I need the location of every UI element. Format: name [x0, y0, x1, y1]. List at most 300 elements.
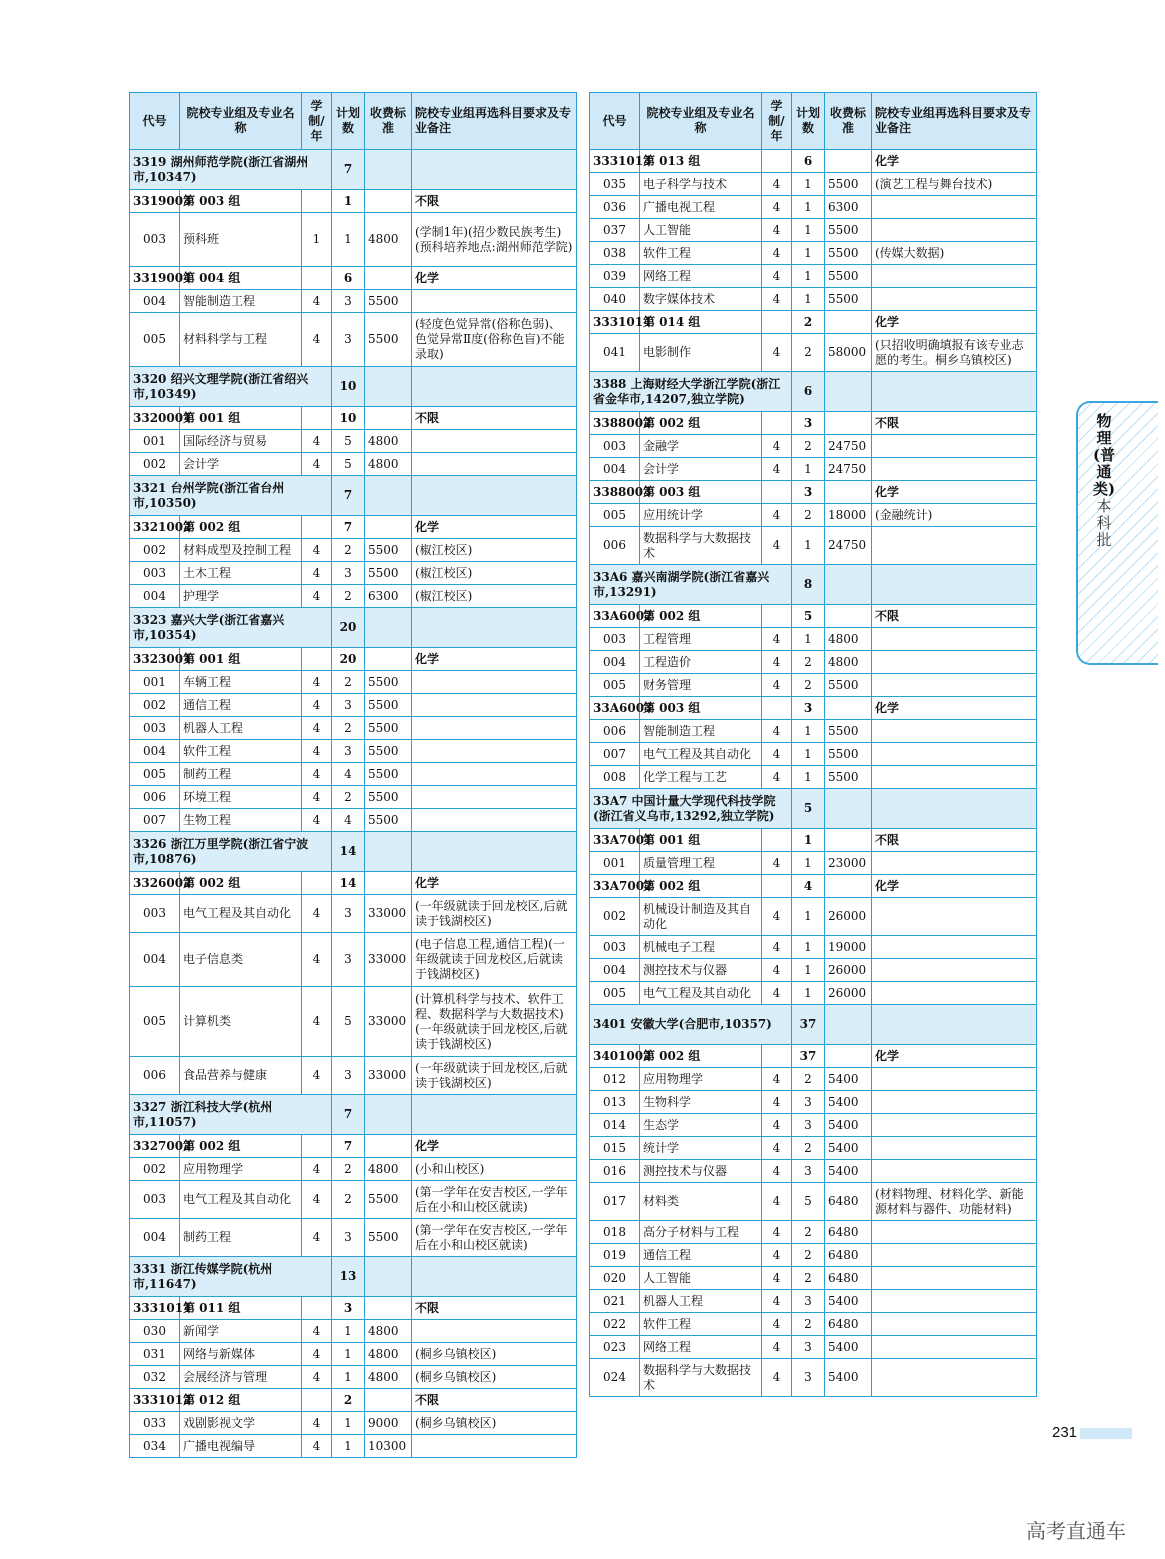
major-fee: 33000 — [365, 1057, 412, 1095]
major-plan: 3 — [332, 313, 365, 367]
group-remark: 不限 — [412, 190, 577, 213]
major-fee: 23000 — [825, 852, 872, 875]
group-code: 3331012 — [130, 1389, 180, 1412]
major-fee: 5400 — [825, 1114, 872, 1137]
group-plan: 3 — [792, 412, 825, 435]
major-row — [130, 1320, 577, 1343]
major-years: 4 — [762, 1290, 792, 1313]
major-name: 工程造价 — [640, 651, 762, 674]
major-code: 016 — [590, 1160, 640, 1183]
major-remark: (桐乡乌镇校区) — [412, 1343, 577, 1366]
major-code: 012 — [590, 1068, 640, 1091]
major-remark — [872, 1267, 1037, 1290]
major-fee: 5500 — [365, 809, 412, 832]
major-plan: 1 — [792, 527, 825, 565]
major-years: 4 — [762, 1313, 792, 1336]
header-name: 院校专业组及专业名称 — [640, 93, 762, 150]
major-name: 机械设计制造及其自动化 — [640, 898, 762, 936]
major-name: 测控技术与仪器 — [640, 959, 762, 982]
major-plan: 2 — [332, 671, 365, 694]
group-plan: 14 — [332, 872, 365, 895]
major-code: 003 — [590, 435, 640, 458]
major-plan: 1 — [792, 743, 825, 766]
major-remark — [412, 671, 577, 694]
major-row — [130, 1057, 577, 1095]
major-code: 013 — [590, 1091, 640, 1114]
group-plan: 2 — [332, 1389, 365, 1412]
major-fee: 6480 — [825, 1244, 872, 1267]
fee-cell — [825, 1005, 872, 1045]
major-row — [590, 959, 1037, 982]
major-years: 4 — [302, 313, 332, 367]
major-remark — [872, 219, 1037, 242]
major-plan: 5 — [332, 987, 365, 1057]
major-plan: 5 — [332, 453, 365, 476]
major-code: 036 — [590, 196, 640, 219]
major-years: 4 — [302, 1057, 332, 1095]
major-remark — [872, 766, 1037, 789]
major-row — [590, 265, 1037, 288]
group-row — [590, 875, 1037, 898]
fee-cell — [365, 476, 412, 516]
major-plan: 1 — [792, 982, 825, 1005]
group-code: 33A7002 — [590, 875, 640, 898]
major-row — [590, 628, 1037, 651]
major-remark: (计算机科学与技术、软件工程、数据科学与大数据技术)(一年级就读于回龙校区,后就读于钱湖校区) — [412, 987, 577, 1057]
fee-cell — [365, 267, 412, 290]
major-row — [590, 435, 1037, 458]
group-code: 3327002 — [130, 1135, 180, 1158]
major-row — [590, 1290, 1037, 1313]
major-remark — [872, 527, 1037, 565]
major-years: 4 — [302, 809, 332, 832]
major-plan: 1 — [792, 898, 825, 936]
major-remark — [872, 628, 1037, 651]
school-plan: 7 — [332, 1095, 365, 1135]
group-row — [590, 150, 1037, 173]
major-remark — [872, 674, 1037, 697]
major-years: 4 — [762, 720, 792, 743]
group-remark: 化学 — [412, 648, 577, 671]
major-plan: 2 — [332, 1181, 365, 1219]
major-name: 软件工程 — [640, 242, 762, 265]
major-row — [130, 539, 577, 562]
major-row — [590, 1359, 1037, 1397]
major-remark — [872, 743, 1037, 766]
school-plan: 10 — [332, 367, 365, 407]
school-plan: 6 — [792, 372, 825, 412]
group-code: 3319003 — [130, 190, 180, 213]
group-row — [130, 407, 577, 430]
major-plan: 2 — [792, 1068, 825, 1091]
group-plan: 37 — [792, 1045, 825, 1068]
major-row — [130, 453, 577, 476]
admission-table-right — [589, 92, 1037, 1397]
major-fee: 4800 — [365, 213, 412, 267]
major-fee: 6300 — [825, 196, 872, 219]
major-remark: (金融统计) — [872, 504, 1037, 527]
header-code: 代号 — [590, 93, 640, 150]
major-row — [130, 1435, 577, 1458]
major-plan: 2 — [332, 539, 365, 562]
major-name: 机械电子工程 — [640, 936, 762, 959]
major-plan: 1 — [332, 213, 365, 267]
major-code: 001 — [130, 430, 180, 453]
years-cell — [302, 648, 332, 671]
major-plan: 3 — [332, 933, 365, 987]
major-plan: 2 — [792, 1137, 825, 1160]
group-plan: 7 — [332, 1135, 365, 1158]
major-row — [590, 936, 1037, 959]
major-name: 生物工程 — [180, 809, 302, 832]
years-cell — [762, 829, 792, 852]
group-remark: 化学 — [412, 872, 577, 895]
group-remark: 化学 — [412, 1135, 577, 1158]
major-fee: 5500 — [365, 1219, 412, 1257]
years-cell — [302, 1297, 332, 1320]
major-fee: 5500 — [825, 173, 872, 196]
school-name: 3323 嘉兴大学(浙江省嘉兴市,10354) — [130, 608, 332, 648]
fee-cell — [365, 1297, 412, 1320]
major-name: 数据科学与大数据技术 — [640, 527, 762, 565]
major-years: 4 — [762, 982, 792, 1005]
major-fee: 5500 — [365, 694, 412, 717]
major-row — [590, 1221, 1037, 1244]
major-name: 电气工程及其自动化 — [180, 895, 302, 933]
group-row — [130, 1135, 577, 1158]
major-row — [130, 213, 577, 267]
major-remark — [872, 1221, 1037, 1244]
major-row — [130, 809, 577, 832]
major-row — [130, 562, 577, 585]
major-code: 005 — [590, 674, 640, 697]
group-name: 第 003 组 — [640, 481, 762, 504]
major-row — [590, 1114, 1037, 1137]
table-header — [130, 93, 577, 150]
group-row — [130, 267, 577, 290]
major-code: 021 — [590, 1290, 640, 1313]
major-plan: 4 — [332, 763, 365, 786]
group-plan: 6 — [332, 267, 365, 290]
school-name: 3320 绍兴文理学院(浙江省绍兴市,10349) — [130, 367, 332, 407]
group-plan: 5 — [792, 605, 825, 628]
major-code: 005 — [590, 982, 640, 1005]
major-row — [130, 585, 577, 608]
major-code: 039 — [590, 265, 640, 288]
major-plan: 3 — [332, 694, 365, 717]
major-plan: 3 — [792, 1359, 825, 1397]
header-years: 学制/年 — [302, 93, 332, 150]
group-row — [130, 1297, 577, 1320]
major-row — [130, 1343, 577, 1366]
major-code: 037 — [590, 219, 640, 242]
major-fee: 26000 — [825, 898, 872, 936]
major-plan: 3 — [332, 562, 365, 585]
school-row — [130, 832, 577, 872]
major-plan: 3 — [332, 895, 365, 933]
years-cell — [762, 412, 792, 435]
group-plan: 1 — [792, 829, 825, 852]
major-name: 高分子材料与工程 — [640, 1221, 762, 1244]
group-row — [590, 605, 1037, 628]
major-code: 004 — [590, 959, 640, 982]
major-fee: 5400 — [825, 1290, 872, 1313]
fee-cell — [825, 150, 872, 173]
major-row — [590, 743, 1037, 766]
major-row — [130, 1219, 577, 1257]
group-row — [130, 872, 577, 895]
group-remark: 化学 — [872, 697, 1037, 720]
major-code: 006 — [590, 527, 640, 565]
major-remark — [412, 1320, 577, 1343]
major-fee: 4800 — [365, 1343, 412, 1366]
major-years: 4 — [302, 933, 332, 987]
major-plan: 1 — [792, 196, 825, 219]
fee-cell — [365, 1135, 412, 1158]
major-remark — [872, 852, 1037, 875]
group-plan: 2 — [792, 311, 825, 334]
major-row — [590, 1091, 1037, 1114]
group-name: 第 012 组 — [180, 1389, 302, 1412]
remark-cell — [872, 372, 1037, 412]
major-code: 005 — [130, 313, 180, 367]
major-fee: 5400 — [825, 1336, 872, 1359]
major-plan: 2 — [792, 674, 825, 697]
major-code: 005 — [130, 987, 180, 1057]
major-name: 生态学 — [640, 1114, 762, 1137]
major-fee: 26000 — [825, 959, 872, 982]
major-name: 生物科学 — [640, 1091, 762, 1114]
major-years: 4 — [302, 1343, 332, 1366]
major-row — [590, 1267, 1037, 1290]
major-name: 电气工程及其自动化 — [640, 982, 762, 1005]
group-name: 第 003 组 — [640, 697, 762, 720]
major-name: 通信工程 — [640, 1244, 762, 1267]
major-plan: 1 — [332, 1412, 365, 1435]
major-fee: 6480 — [825, 1183, 872, 1221]
major-row — [130, 987, 577, 1057]
major-remark — [412, 1435, 577, 1458]
school-row — [590, 372, 1037, 412]
years-cell — [762, 311, 792, 334]
major-name: 软件工程 — [640, 1313, 762, 1336]
years-cell — [762, 875, 792, 898]
major-plan: 1 — [792, 628, 825, 651]
major-row — [590, 1160, 1037, 1183]
major-name: 质量管理工程 — [640, 852, 762, 875]
major-fee: 26000 — [825, 982, 872, 1005]
major-fee: 9000 — [365, 1412, 412, 1435]
major-plan: 2 — [792, 1244, 825, 1267]
major-fee: 5500 — [365, 763, 412, 786]
major-fee: 6480 — [825, 1221, 872, 1244]
major-plan: 3 — [332, 740, 365, 763]
header-fee: 收费标准 — [365, 93, 412, 150]
major-years: 4 — [762, 288, 792, 311]
major-fee: 5500 — [825, 265, 872, 288]
school-plan: 5 — [792, 789, 825, 829]
major-years: 4 — [302, 1219, 332, 1257]
major-years: 4 — [762, 1160, 792, 1183]
major-code: 004 — [590, 651, 640, 674]
major-years: 4 — [762, 458, 792, 481]
major-code: 002 — [130, 694, 180, 717]
major-plan: 1 — [792, 458, 825, 481]
years-cell — [762, 1045, 792, 1068]
major-plan: 1 — [332, 1435, 365, 1458]
major-fee: 4800 — [365, 1320, 412, 1343]
major-plan: 1 — [792, 173, 825, 196]
major-code: 033 — [130, 1412, 180, 1435]
major-name: 环境工程 — [180, 786, 302, 809]
major-plan: 2 — [792, 1221, 825, 1244]
major-code: 035 — [590, 173, 640, 196]
major-years: 4 — [762, 173, 792, 196]
major-remark — [872, 1137, 1037, 1160]
group-remark: 化学 — [872, 311, 1037, 334]
remark-cell — [872, 565, 1037, 605]
major-years: 1 — [302, 213, 332, 267]
major-row — [590, 1313, 1037, 1336]
fee-cell — [365, 150, 412, 190]
major-plan: 2 — [792, 435, 825, 458]
group-plan: 20 — [332, 648, 365, 671]
fee-cell — [825, 481, 872, 504]
major-plan: 2 — [792, 1313, 825, 1336]
major-plan: 4 — [332, 809, 365, 832]
fee-cell — [825, 565, 872, 605]
major-name: 机器人工程 — [640, 1290, 762, 1313]
group-name: 第 011 组 — [180, 1297, 302, 1320]
group-remark: 化学 — [872, 150, 1037, 173]
group-code: 33A7001 — [590, 829, 640, 852]
group-plan: 3 — [792, 481, 825, 504]
major-remark — [872, 288, 1037, 311]
major-code: 034 — [130, 1435, 180, 1458]
school-name: 3321 台州学院(浙江省台州市,10350) — [130, 476, 332, 516]
major-fee: 5400 — [825, 1137, 872, 1160]
group-name: 第 014 组 — [640, 311, 762, 334]
major-years: 4 — [302, 987, 332, 1057]
group-plan: 3 — [792, 697, 825, 720]
major-years: 4 — [762, 674, 792, 697]
major-remark: (椒江校区) — [412, 585, 577, 608]
fee-cell — [365, 872, 412, 895]
major-fee: 5500 — [365, 671, 412, 694]
major-code: 004 — [130, 585, 180, 608]
major-remark: (小和山校区) — [412, 1158, 577, 1181]
major-remark: (演艺工程与舞台技术) — [872, 173, 1037, 196]
group-plan: 6 — [792, 150, 825, 173]
major-fee: 24750 — [825, 435, 872, 458]
major-name: 应用物理学 — [180, 1158, 302, 1181]
major-row — [590, 1336, 1037, 1359]
major-name: 网络工程 — [640, 265, 762, 288]
group-plan: 3 — [332, 1297, 365, 1320]
fee-cell — [365, 1257, 412, 1297]
major-years: 4 — [762, 435, 792, 458]
major-remark: (电子信息工程,通信工程)(一年级就读于回龙校区,后就读于钱湖校区) — [412, 933, 577, 987]
major-code: 003 — [130, 895, 180, 933]
group-row — [590, 412, 1037, 435]
major-remark — [872, 1068, 1037, 1091]
major-remark — [412, 786, 577, 809]
major-name: 材料类 — [640, 1183, 762, 1221]
major-remark: (一年级就读于回龙校区,后就读于钱湖校区) — [412, 1057, 577, 1095]
major-plan: 1 — [332, 1343, 365, 1366]
group-code: 3326002 — [130, 872, 180, 895]
major-plan: 2 — [792, 1267, 825, 1290]
major-years: 4 — [762, 1137, 792, 1160]
side-tab-batch: 本科批 — [1096, 497, 1112, 549]
group-remark: 不限 — [872, 412, 1037, 435]
major-code: 024 — [590, 1359, 640, 1397]
major-years: 4 — [762, 766, 792, 789]
header-plan: 计划数 — [792, 93, 825, 150]
group-code: 3388002 — [590, 412, 640, 435]
major-plan: 2 — [792, 651, 825, 674]
group-code: 3331013 — [590, 150, 640, 173]
major-years: 4 — [762, 1068, 792, 1091]
major-years: 4 — [302, 430, 332, 453]
major-row — [590, 898, 1037, 936]
header-years: 学制/年 — [762, 93, 792, 150]
fee-cell — [825, 412, 872, 435]
major-plan: 5 — [792, 1183, 825, 1221]
major-plan: 3 — [792, 1091, 825, 1114]
major-remark — [872, 1290, 1037, 1313]
major-plan: 1 — [792, 720, 825, 743]
major-code: 004 — [130, 1219, 180, 1257]
major-years: 4 — [762, 1183, 792, 1221]
major-row — [590, 458, 1037, 481]
fee-cell — [365, 407, 412, 430]
major-remark — [872, 196, 1037, 219]
major-plan: 2 — [332, 717, 365, 740]
major-years: 4 — [762, 1221, 792, 1244]
major-name: 车辆工程 — [180, 671, 302, 694]
major-code: 017 — [590, 1183, 640, 1221]
major-name: 网络与新媒体 — [180, 1343, 302, 1366]
major-row — [130, 933, 577, 987]
major-remark: (桐乡乌镇校区) — [412, 1366, 577, 1389]
major-years: 4 — [302, 1366, 332, 1389]
years-cell — [762, 605, 792, 628]
major-years: 4 — [762, 242, 792, 265]
remark-cell — [412, 476, 577, 516]
group-remark: 不限 — [412, 1389, 577, 1412]
major-plan: 1 — [792, 959, 825, 982]
school-plan: 8 — [792, 565, 825, 605]
major-remark: (传媒大数据) — [872, 242, 1037, 265]
major-years: 4 — [762, 743, 792, 766]
group-name: 第 013 组 — [640, 150, 762, 173]
group-row — [130, 1389, 577, 1412]
major-plan: 3 — [332, 1219, 365, 1257]
major-fee: 19000 — [825, 936, 872, 959]
table-header — [590, 93, 1037, 150]
major-fee: 4800 — [365, 430, 412, 453]
years-cell — [302, 1389, 332, 1412]
major-code: 022 — [590, 1313, 640, 1336]
group-row — [130, 516, 577, 539]
major-plan: 1 — [332, 1366, 365, 1389]
remark-cell — [412, 150, 577, 190]
header-remark: 院校专业组再选科目要求及专业备注 — [412, 93, 577, 150]
major-remark: (桐乡乌镇校区) — [412, 1412, 577, 1435]
major-years: 4 — [762, 628, 792, 651]
major-name: 电气工程及其自动化 — [640, 743, 762, 766]
